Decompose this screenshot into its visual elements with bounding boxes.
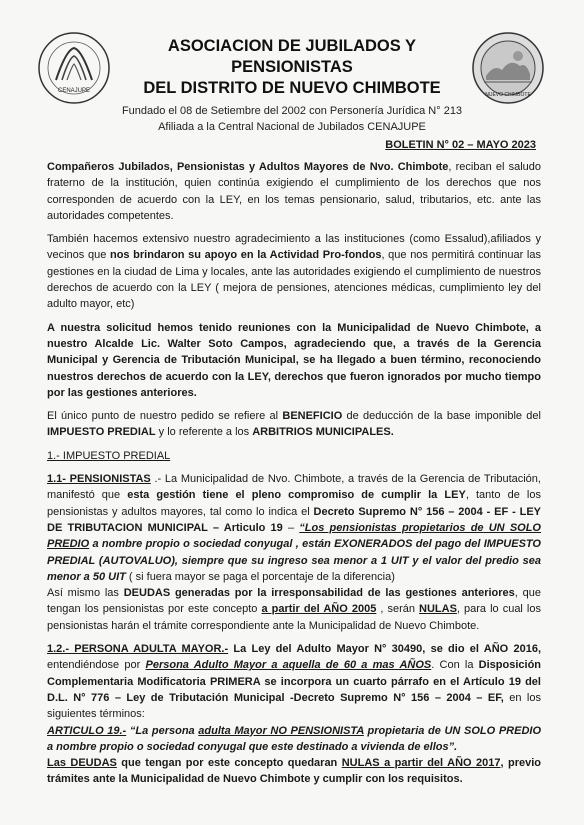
letterhead xyxy=(112,36,472,135)
greeting-paragraph: Compañeros Jubilados, Pensionistas y Adultos Mayores de Nvo. Chimbote, reciban el saludo fraterno de la institución, quien continúa exigiendo el cumplimiento de los derechos que nos corresponden de acuerdo con la LEY, en los temas pensionario, salud, tributarios, etc. ante las autoridades competentes. xyxy=(47,161,541,222)
svg-text:NUEVO CHIMBOTE: NUEVO CHIMBOTE xyxy=(485,92,531,98)
cenajupe-logo xyxy=(36,30,112,106)
section-heading-impuesto-predial: 1.- IMPUESTO PREDIAL xyxy=(47,449,171,462)
bulletin-number: BOLETIN N° 02 – MAYO 2023 xyxy=(385,139,536,151)
founded-line: Fundado el 08 de Setiembre del 2002 con Personería Jurídica N° 213 xyxy=(121,105,463,117)
article-19-quote: ARTICULO 19.- “La persona adulta Mayor NO PENSIONISTA propietaria de UN SOLO PREDIO a nombre propio o sociedad conyugal que este destinado a vivienda de ellos”. xyxy=(47,724,542,753)
association-seal-logo xyxy=(470,30,546,106)
affiliation-line: Afiliada a la Central Nacional de Jubilados CENAJUPE xyxy=(158,121,426,133)
org-title-line1: ASOCIACION DE JUBILADOS Y PENSIONISTAS xyxy=(167,37,417,76)
debts-paragraph: Así mismo las DEUDAS generadas por la irresponsabilidad de las gestiones anteriores, que tengan los pensionistas por este concepto a partir del AÑO 2005 , serán NULAS, para lo cual los pensionistas harán el trámite correspondiente ante la Municipalidad de Nuevo Chimbote. xyxy=(47,587,541,632)
adulto-mayor-paragraph: 1.2.- PERSONA ADULTA MAYOR.- La Ley del Adulto Mayor N° 30490, se dio el AÑO 2016, entendiéndose por Persona Adulto Mayor a aquella de 60 a mas AÑOS. Con la Disposición Complementaria Modificatoria PRIMERA se incorpora un cuarto párrafo en el Artículo 19 del D.L. N° 776 – Ley de Tributación Municipal -Decreto Supremo N° 156 – 2004 – EF, en los siguientes términos: xyxy=(47,643,542,721)
pensionistas-paragraph: 1.1- PENSIONISTAS .- La Municipalidad de Nvo. Chimbote, a través de la Gerencia de Tributación, manifestó que esta gestión tiene el pleno compromiso de cumplir la LEY, tanto de los pensionistas y adultos mayores, tal como lo indica el Decreto Supremo N° 156 – 2004 - EF - LEY DE TRIBUTACION MUNICIPAL – Articulo 19 – “Los pensionistas propietarios de UN SOLO PREDIO a nombre propio o sociedad conyugal , están EXONERADOS del pago del IMPUESTO PREDIAL (AUTOVALUO), siempre que su ingreso sea menor a 1 UIT y el valor del predio sea menor a 50 UIT ( si fuera mayor se paga el porcentaje de la diferencia) xyxy=(47,473,541,583)
svg-text:CENAJUPE: CENAJUPE xyxy=(57,88,91,94)
org-title-line2: DEL DISTRITO DE NUEVO CHIMBOTE xyxy=(143,79,441,97)
meetings-paragraph: A nuestra solicitud hemos tenido reuniones con la Municipalidad de Nuevo Chimbote, a nuestro Alcalde Lic. Walter Soto Campos, agradeciendo que, a través de la Gerencia Municipal y Gerencia de Tributación Municipal, se ha llegado a buen término, reconociendo nuestros derechos de acuerdo con la LEY, derechos que fueron ignorados por mucho tiempo por las gestiones anteriores. xyxy=(47,321,541,399)
adulto-mayor-debts-paragraph: Las DEUDAS que tengan por este concepto quedaran NULAS a partir del AÑO 2017, previo trámites ante la Municipalidad de Nuevo Chimbote y cumplir con los requisitos. xyxy=(47,757,541,786)
document-body xyxy=(47,159,541,795)
thanks-paragraph: También hacemos extensivo nuestro agradecimiento a las instituciones (como Essalud),afiliados y vecinos que nos brindaron su apoyo en la Actividad Pro-fondos, que nos permitirá continuar las gestiones en la ciudad de Lima y locales, ante las autoridades exigiendo el cumplimiento de nuestros derechos de acuerdo con la LEY ( mejora de pensiones, atenciones médicas, cumplimiento ley del adulto mayor, etc) xyxy=(47,233,541,311)
request-paragraph: El único punto de nuestro pedido se refiere al BENEFICIO de deducción de la base imponible del IMPUESTO PREDIAL y lo referente a los ARBITRIOS MUNICIPALES. xyxy=(47,410,541,439)
